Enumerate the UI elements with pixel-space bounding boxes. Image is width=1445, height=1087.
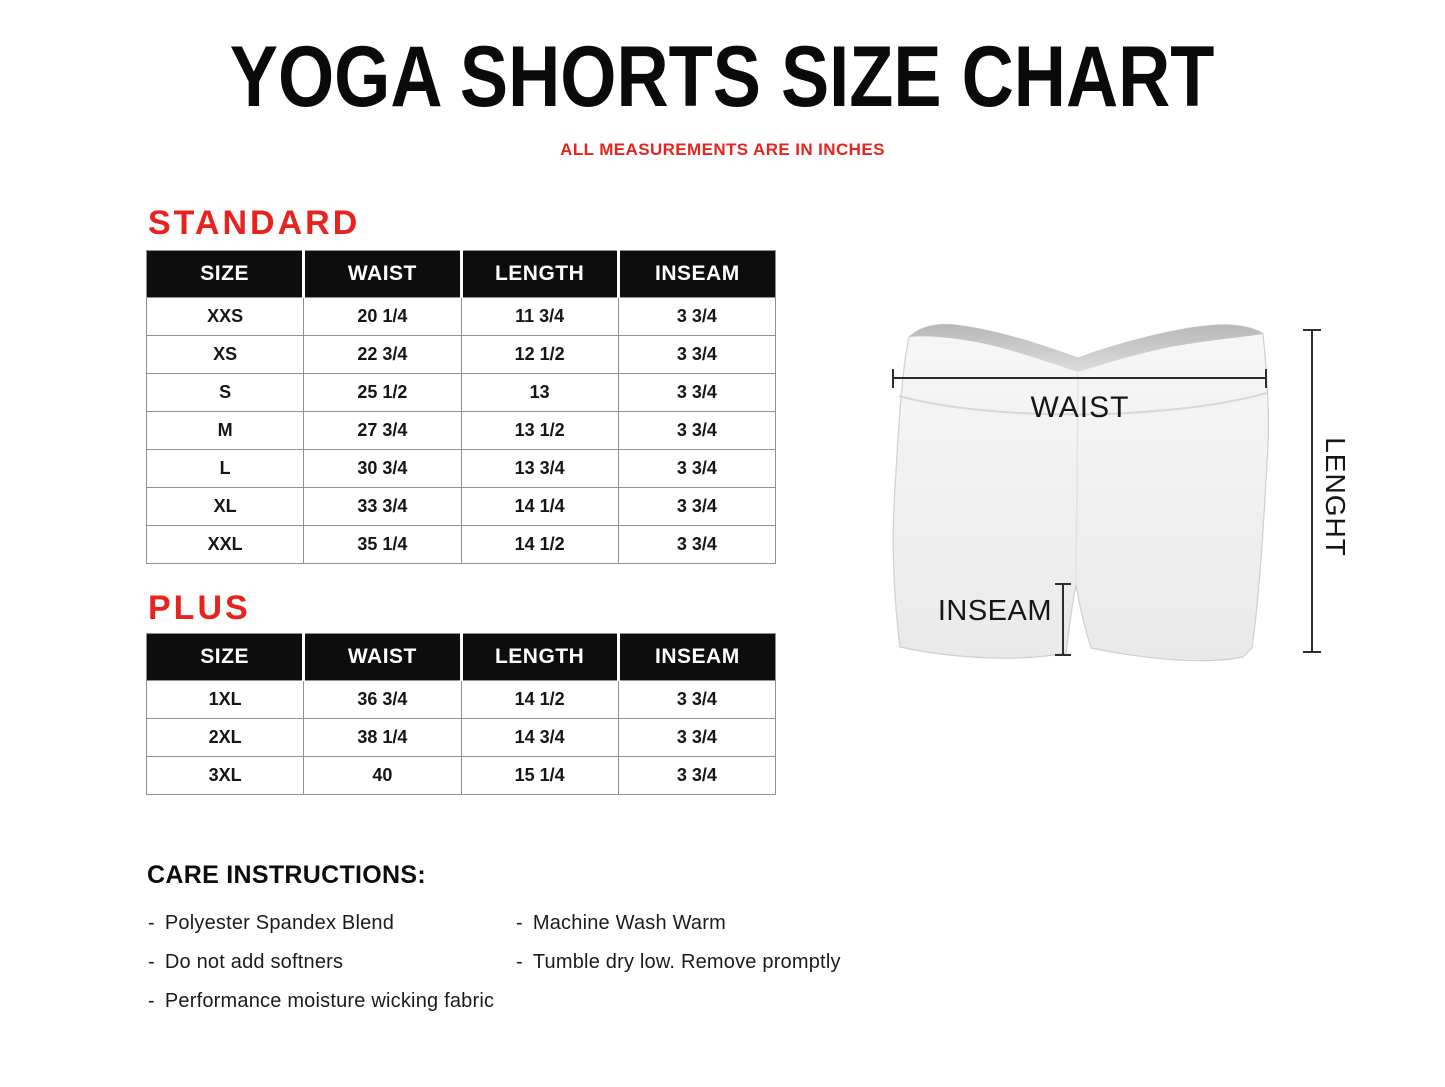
care-instruction-item bbox=[148, 990, 494, 1012]
table-cell: 3 3/4 bbox=[618, 336, 775, 374]
table-cell: 3 3/4 bbox=[618, 298, 775, 336]
table-cell: XS bbox=[147, 336, 304, 374]
table-cell: 38 1/4 bbox=[304, 719, 461, 757]
table-cell: 27 3/4 bbox=[304, 412, 461, 450]
inseam-label: INSEAM bbox=[937, 595, 1052, 627]
table-row bbox=[147, 374, 776, 412]
table-cell: 33 3/4 bbox=[304, 488, 461, 526]
column-header: INSEAM bbox=[618, 634, 775, 681]
table-cell: 3XL bbox=[147, 757, 304, 795]
length-label: LENGHT bbox=[1320, 437, 1351, 557]
table-row bbox=[147, 450, 776, 488]
care-instruction-text: Performance moisture wicking fabric bbox=[164, 990, 495, 1012]
care-instruction-item bbox=[516, 912, 841, 934]
plus-section-heading: PLUS bbox=[148, 589, 251, 627]
table-cell: 35 1/4 bbox=[304, 526, 461, 564]
standard-section-heading: STANDARD bbox=[148, 204, 361, 242]
table-header-row bbox=[147, 251, 776, 298]
table-cell: 14 1/4 bbox=[461, 488, 618, 526]
table-row bbox=[147, 336, 776, 374]
table-cell: 1XL bbox=[147, 681, 304, 719]
table-cell: 3 3/4 bbox=[618, 681, 775, 719]
table-cell: 25 1/2 bbox=[304, 374, 461, 412]
care-list-column-1 bbox=[148, 912, 494, 1012]
page-title-text: YOGA SHORTS SIZE CHART bbox=[230, 29, 1215, 125]
column-header: INSEAM bbox=[618, 251, 775, 298]
table-cell: 3 3/4 bbox=[618, 488, 775, 526]
table-cell: 3 3/4 bbox=[618, 719, 775, 757]
table-cell: S bbox=[147, 374, 304, 412]
table-cell: 13 bbox=[461, 374, 618, 412]
table-cell: 2XL bbox=[147, 719, 304, 757]
column-header: LENGTH bbox=[461, 251, 618, 298]
table-row bbox=[147, 488, 776, 526]
table-cell: 14 1/2 bbox=[461, 681, 618, 719]
table-cell: M bbox=[147, 412, 304, 450]
table-row bbox=[147, 681, 776, 719]
table-cell: 15 1/4 bbox=[461, 757, 618, 795]
table-cell: 3 3/4 bbox=[618, 526, 775, 564]
table-cell: 3 3/4 bbox=[618, 757, 775, 795]
care-instruction-item bbox=[148, 951, 494, 973]
table-cell: XXS bbox=[147, 298, 304, 336]
page-subtitle: ALL MEASUREMENTS ARE IN INCHES bbox=[560, 140, 885, 159]
shorts-measurement-diagram bbox=[870, 300, 1370, 690]
table-cell: 22 3/4 bbox=[304, 336, 461, 374]
table-cell: 13 1/2 bbox=[461, 412, 618, 450]
table-cell: 3 3/4 bbox=[618, 374, 775, 412]
bullet-dash: - bbox=[516, 912, 523, 934]
table-row bbox=[147, 526, 776, 564]
column-header: SIZE bbox=[147, 634, 304, 681]
table-row bbox=[147, 298, 776, 336]
table-cell: 13 3/4 bbox=[461, 450, 618, 488]
page-title bbox=[0, 29, 1445, 125]
bullet-dash: - bbox=[148, 912, 155, 934]
table-cell: 30 3/4 bbox=[304, 450, 461, 488]
plus-size-table bbox=[146, 633, 776, 795]
bullet-dash: - bbox=[516, 951, 523, 973]
care-instruction-item bbox=[148, 912, 494, 934]
table-header-row bbox=[147, 634, 776, 681]
table-cell: 40 bbox=[304, 757, 461, 795]
column-header: SIZE bbox=[147, 251, 304, 298]
table-cell: 3 3/4 bbox=[618, 412, 775, 450]
bullet-dash: - bbox=[148, 951, 155, 973]
care-list-column-2 bbox=[516, 912, 841, 973]
table-cell: 14 3/4 bbox=[461, 719, 618, 757]
standard-size-table bbox=[146, 250, 776, 564]
care-instruction-text: Machine Wash Warm bbox=[532, 912, 726, 934]
bullet-dash: - bbox=[148, 990, 155, 1012]
table-cell: 3 3/4 bbox=[618, 450, 775, 488]
column-header: WAIST bbox=[304, 251, 461, 298]
table-cell: 11 3/4 bbox=[461, 298, 618, 336]
care-instruction-text: Do not add softners bbox=[164, 951, 344, 973]
column-header: LENGTH bbox=[461, 634, 618, 681]
care-instruction-text: Polyester Spandex Blend bbox=[164, 912, 395, 934]
table-cell: XL bbox=[147, 488, 304, 526]
table-cell: L bbox=[147, 450, 304, 488]
table-cell: XXL bbox=[147, 526, 304, 564]
care-instruction-item bbox=[516, 951, 841, 973]
table-cell: 12 1/2 bbox=[461, 336, 618, 374]
table-row bbox=[147, 719, 776, 757]
table-cell: 20 1/4 bbox=[304, 298, 461, 336]
length-measure-line bbox=[1303, 330, 1321, 652]
table-row bbox=[147, 412, 776, 450]
table-cell: 14 1/2 bbox=[461, 526, 618, 564]
column-header: WAIST bbox=[304, 634, 461, 681]
care-instructions-heading: CARE INSTRUCTIONS: bbox=[147, 861, 427, 889]
table-cell: 36 3/4 bbox=[304, 681, 461, 719]
waist-label: WAIST bbox=[1030, 391, 1130, 424]
table-row bbox=[147, 757, 776, 795]
care-instruction-text: Tumble dry low. Remove promptly bbox=[532, 951, 841, 973]
